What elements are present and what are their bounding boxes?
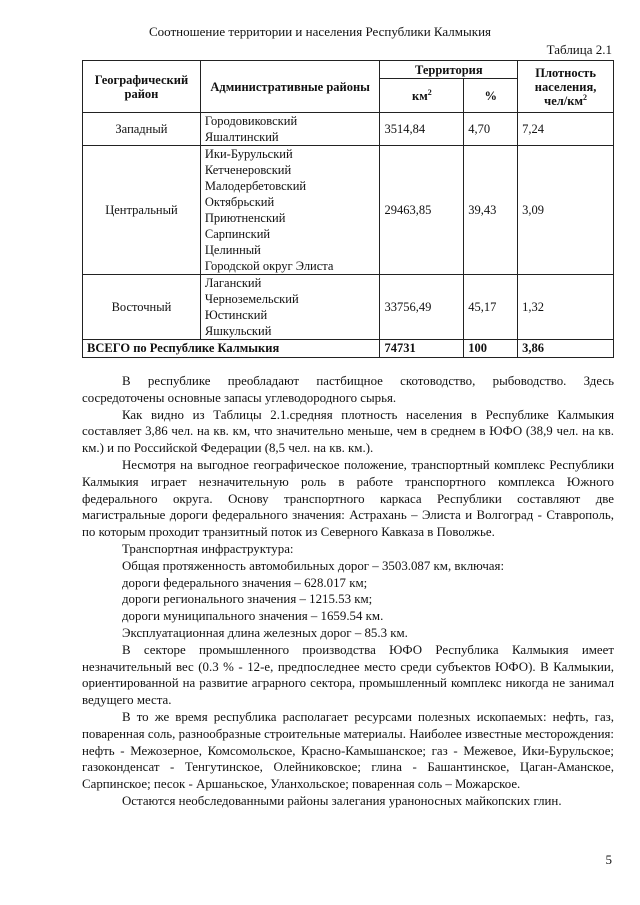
infrastructure-item: Общая протяженность автомобильных дорог – 3503.087 км, включая: (122, 558, 505, 573)
km2-cell: 3514,84 (380, 113, 464, 146)
total-label: ВСЕГО по Республике Калмыкия (83, 340, 380, 358)
km2-cell: 33756,49 (380, 275, 464, 340)
paragraph: В то же время республика располагает ресурсами полезных ископаемых: нефть, газ, поваренная соль, разнообразные строительные материалы. Наиболее известные месторождения: нефть - Межозерное, Комсомольское, Красно-Камышанское; газ - Межевое, Ики-Бурульское; газоконденсат - Тенгутинское, Олейниковское; глина - Башантинское, Цаган-Аманское, Сарпинское; песок - Аршаньское, Уланхольское; поваренная соль – Можарское. (82, 709, 614, 792)
paragraph: Несмотря на выгодное географическое положение, транспортный комплекс Республики Калмыкия играет незначительную роль в работе транспортного комплекса Южного федерального округа. Основу транспортного каркаса Республики составляют две магистральные дороги федерального значения: Астрахань – Элиста и Волгоград - Ставрополь, по которым проходит транзитный поток из Северного Кавказа в Поволжье. (82, 457, 614, 540)
district-name: Малодербетовский (204, 179, 307, 193)
district-name: Городской округ Элиста (204, 259, 334, 273)
district-name: Яшалтинский (204, 130, 279, 144)
header-km2: $км^2$ (380, 79, 464, 113)
district-name: Октябрьский (204, 195, 275, 209)
paragraph: Как видно из Таблицы 2.1.средняя плотность населения в Республике Калмыкия составляет 3,86 чел. на кв. км, что значительно меньше, чем в среднем в ЮФО (38,9 чел. на кв. км.) и по Российской Федерации (8,5 чел. на кв. км.). (82, 407, 614, 456)
header-districts: Административные районы (200, 61, 380, 113)
body-text (82, 373, 614, 810)
paragraph: В республике преобладают пастбищное скотоводство, рыбоводство. Здесь сосредоточены основные запасы углеводородного сырья. (82, 374, 614, 405)
region-cell: Западный (83, 113, 201, 146)
total-km2: 74731 (380, 340, 464, 358)
header-percent: % (464, 79, 518, 113)
header-density: Плотность населения, чел/$км^2$ (518, 61, 614, 113)
table-row (83, 113, 614, 146)
region-cell: Восточный (83, 275, 201, 340)
table-row (83, 275, 614, 340)
districts-cell (200, 113, 380, 146)
density-cell: 7,24 (518, 113, 614, 146)
density-cell: 1,32 (518, 275, 614, 340)
districts-cell (200, 146, 380, 275)
total-density: 3,86 (518, 340, 614, 358)
district-name: Черноземельский (204, 292, 299, 306)
district-name: Лаганский (204, 276, 262, 290)
percent-cell: 45,17 (464, 275, 518, 340)
table-row (83, 146, 614, 275)
region-cell: Центральный (83, 146, 201, 275)
district-name: Сарпинский (204, 227, 271, 241)
district-name: Юстинский (204, 308, 268, 322)
infrastructure-title: Транспортная инфраструктура: (122, 541, 294, 556)
paragraph: Остаются необследованными районы залегания ураноносных майкопских глин. (122, 793, 562, 808)
infrastructure-item: дороги федерального значения – 628.017 км; (122, 575, 368, 590)
districts-cell (200, 275, 380, 340)
km2-cell: 29463,85 (380, 146, 464, 275)
page-number: 5 (605, 852, 612, 867)
infrastructure-item: дороги муниципального значения – 1659.54 км. (122, 609, 384, 624)
district-name: Городовиковский (204, 114, 298, 128)
percent-cell: 39,43 (464, 146, 518, 275)
total-row (83, 340, 614, 358)
territory-population-table (82, 60, 614, 358)
district-name: Ики-Бурульский (204, 147, 293, 161)
table-title: Соотношение территории и населения Республики Калмыкия (148, 24, 492, 39)
district-name: Приютненский (204, 211, 286, 225)
district-name: Яшкульский (204, 324, 272, 338)
header-region: Географический район (83, 61, 201, 113)
district-name: Целинный (204, 243, 261, 257)
header-territory: Территория (380, 61, 518, 79)
paragraph: В секторе промышленного производства ЮФО Республика Калмыкия имеет незначительный вес (0.3 % - 12-е, предпоследнее место среди субъектов ЮФО). В Калмыкии, ориентированной на развитие аграрного сектора, промышленный комплекс никогда не занимал ведущего места. (82, 642, 614, 708)
density-cell: 3,09 (518, 146, 614, 275)
table-label: Таблица 2.1 (546, 42, 612, 57)
infrastructure-item: дороги регионального значения – 1215.53 км; (122, 592, 373, 607)
percent-cell: 4,70 (464, 113, 518, 146)
total-percent: 100 (464, 340, 518, 358)
infrastructure-item: Эксплуатационная длина железных дорог – 85.3 км. (122, 625, 408, 640)
district-name: Кетченеровский (204, 163, 292, 177)
